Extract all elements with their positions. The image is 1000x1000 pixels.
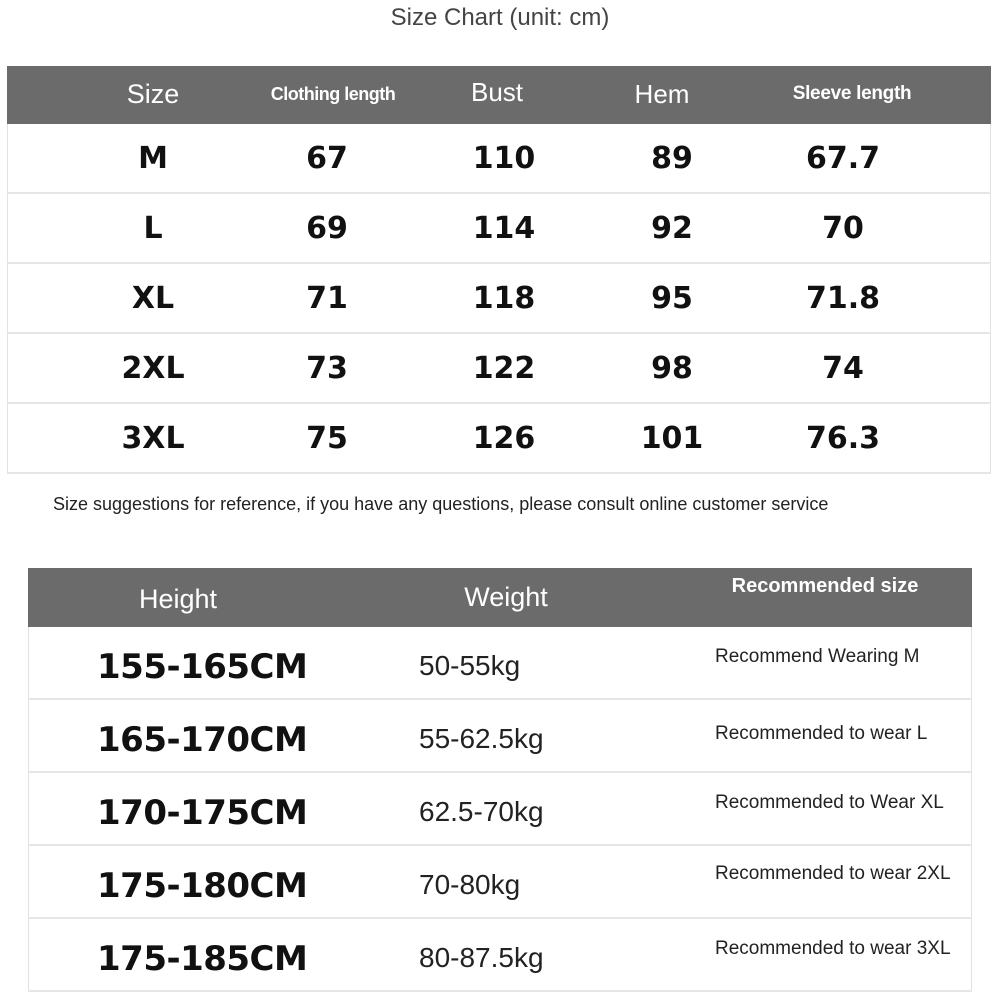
recommendation-table-header <box>28 568 972 627</box>
cell-bust: 126 <box>472 421 536 456</box>
cell-height: 170-175CM <box>97 793 308 833</box>
cell-sleeve-length: 76.3 <box>805 421 881 456</box>
cell-sleeve-length: 74 <box>822 351 864 386</box>
cell-clothing-length: 69 <box>306 211 348 246</box>
cell-hem: 95 <box>651 281 693 316</box>
cell-sleeve-length: 71.8 <box>805 281 881 316</box>
header-weight: Weight <box>464 582 548 612</box>
table-row <box>28 846 972 919</box>
cell-weight: 80-87.5kg <box>419 942 544 973</box>
cell-size: 3XL <box>121 421 185 456</box>
cell-bust: 118 <box>472 281 536 316</box>
cell-height: 155-165CM <box>97 647 308 687</box>
header-height: Height <box>138 584 218 614</box>
cell-recommended-size: Recommended to wear L <box>715 723 928 744</box>
header-clothing-length: Clothing length <box>270 84 396 104</box>
cell-size: L <box>143 211 163 246</box>
size-table-header <box>7 66 991 124</box>
cell-clothing-length: 67 <box>306 141 348 176</box>
reference-note: Size suggestions for reference, if you have any questions, please consult online customer service <box>53 494 829 514</box>
cell-bust: 114 <box>472 211 536 246</box>
cell-weight: 62.5-70kg <box>419 796 544 827</box>
cell-size: XL <box>131 281 175 316</box>
table-row <box>28 919 972 992</box>
cell-weight: 55-62.5kg <box>419 723 544 754</box>
cell-recommended-size: Recommended to wear 2XL <box>715 863 951 884</box>
cell-recommended-size: Recommended to Wear XL <box>715 792 944 813</box>
cell-weight: 70-80kg <box>419 869 521 900</box>
cell-clothing-length: 71 <box>306 281 348 316</box>
table-row <box>7 264 991 334</box>
recommendation-table <box>28 568 972 992</box>
cell-recommended-size: Recommended to wear 3XL <box>715 938 951 959</box>
cell-height: 175-185CM <box>97 939 308 979</box>
cell-hem: 92 <box>651 211 693 246</box>
header-bust: Bust <box>470 77 524 107</box>
table-row <box>28 773 972 846</box>
cell-height: 165-170CM <box>97 720 308 760</box>
table-row <box>7 404 991 474</box>
cell-size: 2XL <box>121 351 185 386</box>
cell-height: 175-180CM <box>97 866 308 906</box>
cell-recommended-size: Recommend Wearing M <box>715 646 920 667</box>
table-row <box>28 700 972 773</box>
cell-sleeve-length: 67.7 <box>805 141 881 176</box>
cell-bust: 122 <box>472 351 536 386</box>
cell-hem: 89 <box>651 141 693 176</box>
cell-hem: 101 <box>640 421 704 456</box>
header-sleeve-length: Sleeve length <box>792 83 912 104</box>
cell-hem: 98 <box>651 351 693 386</box>
chart-title: Size Chart (unit: cm) <box>390 4 610 31</box>
header-recommended-size: Recommended size <box>731 575 919 597</box>
table-row <box>7 124 991 194</box>
cell-clothing-length: 73 <box>306 351 348 386</box>
cell-bust: 110 <box>472 141 536 176</box>
cell-weight: 50-55kg <box>419 650 521 681</box>
cell-sleeve-length: 70 <box>822 211 864 246</box>
table-row <box>28 627 972 700</box>
header-hem: Hem <box>634 79 690 109</box>
header-size: Size <box>126 79 180 109</box>
cell-size: M <box>138 141 168 176</box>
cell-clothing-length: 75 <box>306 421 348 456</box>
table-row <box>7 194 991 264</box>
table-row <box>7 334 991 404</box>
size-table <box>7 66 991 474</box>
